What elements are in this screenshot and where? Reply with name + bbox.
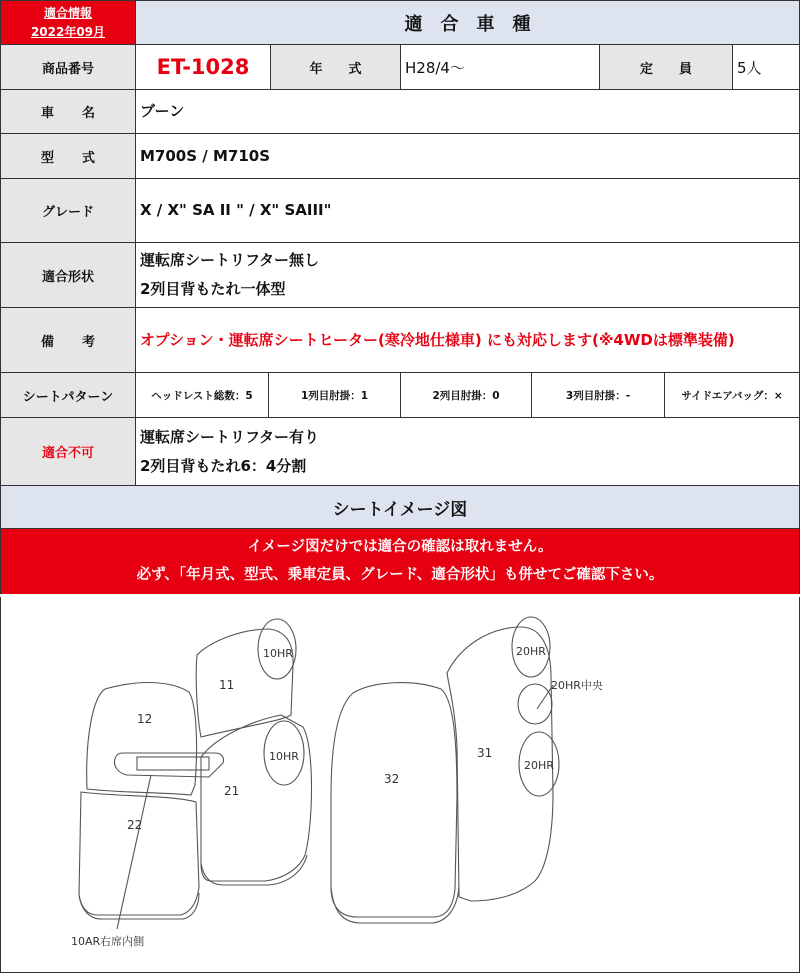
fit-row	[0, 243, 800, 308]
pattern-row1-armrest: 1列目肘掛：1	[269, 373, 401, 417]
label-20hr-bottom: 20HR	[524, 759, 554, 772]
capacity-value: 5人	[737, 58, 762, 77]
label-20hr-top: 20HR	[516, 645, 546, 658]
grade-row	[0, 179, 800, 243]
product-code: ET-1028	[136, 45, 271, 89]
model-label: 型式	[1, 134, 136, 178]
incompatible-row	[0, 418, 800, 486]
notice-line-2: 必ず、「年月式、型式、乗車定員、グレード、適合形状」も併せてご確認下さい。	[136, 567, 664, 583]
seat-32-front	[331, 887, 459, 923]
name-row	[0, 90, 800, 134]
fit-line-2: 2列目背もたれ一体型	[140, 280, 286, 298]
seat-diagram	[0, 597, 800, 973]
header-row	[0, 0, 800, 45]
armrest-pad	[137, 757, 209, 770]
seat-part-11	[196, 629, 293, 737]
fit-label: 適合形状	[1, 243, 136, 307]
pattern-side-airbag: サイドエアバッグ：×	[681, 389, 783, 402]
model-row	[0, 134, 800, 179]
label-32: 32	[384, 772, 400, 786]
label-11: 11	[219, 678, 235, 692]
incompatible-line-1: 運転席シートリフター有り	[140, 427, 319, 446]
badge-date: 2022年09月	[30, 24, 106, 39]
incompatible-line-2: 2列目背もたれ6：4分割	[140, 456, 307, 475]
seat-image-notice	[0, 529, 800, 594]
label-31: 31	[477, 746, 493, 760]
incompatible-label: 適合不可	[1, 418, 136, 485]
seat-image-title: シートイメージ図	[0, 486, 800, 529]
label-12: 12	[137, 712, 153, 726]
pattern-row2-armrest: 2列目肘掛：0	[401, 373, 532, 417]
fit-value	[136, 243, 799, 307]
vehicle-grade: X / X" SA II " / X" SAIII"	[140, 201, 332, 219]
label-10hr-bottom: 10HR	[269, 750, 299, 763]
pattern-label: シートパターン	[1, 373, 136, 417]
remarks-row	[0, 308, 800, 373]
incompatible-value	[136, 418, 799, 485]
seat-part-32	[331, 683, 457, 917]
vehicle-name: ブーン	[140, 102, 185, 120]
year-label: 年 式	[271, 45, 401, 89]
capacity-label: 定 員	[600, 45, 733, 89]
vehicle-model: M700S / M710S	[140, 146, 271, 165]
headrest-20hr-center	[518, 684, 552, 724]
notice-line-1: イメージ図だけでは適合の確認は取れません。	[247, 539, 553, 555]
pattern-row	[0, 373, 800, 418]
label-20hr-center: 20HR中央	[551, 679, 603, 692]
seat-part-21	[201, 715, 312, 881]
label-21: 21	[224, 784, 240, 798]
badge-title: 適合情報	[43, 5, 92, 20]
label-10hr-top: 10HR	[263, 647, 293, 660]
seat-diagram-svg	[1, 597, 800, 973]
remarks-value: オプション・運転席シートヒーター(寒冷地仕様車) にも対応します(※4WDは標準装備)	[140, 330, 735, 349]
pattern-row3-armrest: 3列目肘掛：-	[532, 373, 665, 417]
grade-label: グレード	[1, 179, 136, 242]
compat-info-badge	[1, 1, 136, 44]
page-title: 適 合 車 種	[136, 1, 799, 44]
label-22: 22	[127, 818, 143, 832]
remarks-label: 備考	[1, 308, 136, 372]
seat-part-12	[87, 683, 197, 795]
seat-part-22	[79, 792, 199, 915]
fit-line-1: 運転席シートリフター無し	[140, 251, 319, 269]
pattern-headrest: ヘッドレスト総数：5	[136, 373, 269, 417]
armrest-leader-line	[117, 775, 151, 929]
product-code-label: 商品番号	[1, 45, 136, 89]
year-value: H28/4～	[401, 45, 600, 89]
label-10ar: 10AR右席内側	[71, 935, 145, 948]
name-label: 車名	[1, 90, 136, 133]
product-row	[0, 45, 800, 90]
